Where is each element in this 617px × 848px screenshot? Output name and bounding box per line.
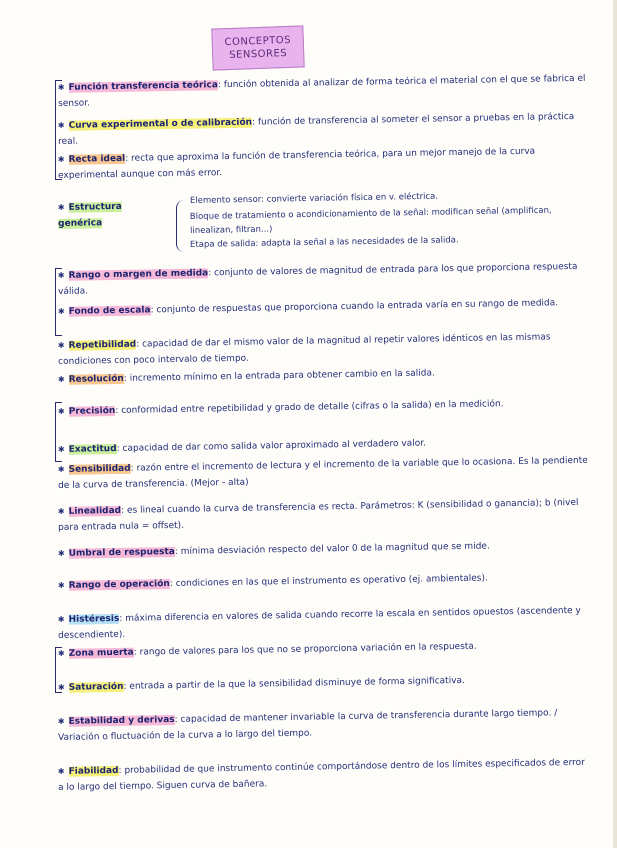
list-item (58, 453, 588, 494)
bullet-icon: ✱ (57, 766, 65, 777)
item-term: Rango de operación (68, 579, 170, 591)
list-item (58, 569, 588, 594)
item-term: Resolución (68, 373, 124, 385)
list-item (58, 495, 588, 536)
item-text: : recta que aproxima la función de transferencia teórica, para un mejor manejo de la curva experimental aunque con más error. (58, 146, 536, 181)
title-box (211, 25, 304, 70)
item-term: Repetibilidad (68, 339, 137, 351)
item-text: : conformidad entre repetibilidad y grado de detalle (cifras o la salida) en la medición. (115, 399, 504, 416)
list-item (58, 259, 588, 300)
item-term: Rango o margen de medida (68, 268, 209, 281)
bullet-icon: ✱ (57, 506, 65, 517)
item-term: Zona muerta (68, 647, 134, 659)
item-text: : mínima desviación respecto del valor 0 de la magnitud que se mide. (174, 541, 490, 557)
page-edge (613, 0, 617, 848)
item-text: : función obtenida al analizar de forma teórica el material con el que se fabrica el sensor. (58, 73, 586, 109)
item-term: Exactitud (68, 443, 117, 455)
bullet-icon: ✱ (57, 682, 65, 692)
item-term: Histéresis (68, 613, 120, 625)
structure-line: Etapa de salida: adapta la señal a las necesidades de la salida. (189, 235, 459, 250)
item-text: : rango de valores para los que no se proporciona variación en la respuesta. (133, 641, 477, 658)
item-text: : máxima diferencia en valores de salida cuando recorre la escala en sentidos opuestos (ascendente y descendiente). (58, 605, 581, 641)
item-text: : conjunto de valores de magnitud de entrada para los que proporciona respuesta válida. (58, 261, 578, 297)
item-term: Fondo de escala (68, 305, 151, 317)
structure-line: Elemento sensor: convierte variación física en v. eléctrica. (189, 191, 439, 206)
item-text: : es lineal cuando la curva de transferencia es recta. Parámetros: K (sensibilidad o ganancia); b (nivel para entrada nula = offset). (58, 497, 579, 533)
item-term: Umbral de respuesta (68, 546, 175, 559)
title-line-1: CONCEPTOS (224, 34, 292, 49)
item-term: Curva experimental o de calibración (68, 117, 253, 131)
bullet-icon: ✱ (57, 464, 65, 475)
bullet-icon: ✱ (57, 716, 65, 727)
bullet-icon: ✱ (57, 82, 65, 93)
list-item (58, 143, 588, 184)
item-term: Estabilidad y derivas (68, 714, 175, 727)
item-text: : capacidad de mantener invariable la curva de transferencia durante largo tiempo. / Variación o fluctuación de la curva a lo largo del tiempo. (58, 708, 558, 743)
bullet-icon: ✱ (57, 202, 65, 213)
bullet-icon: ✱ (57, 548, 65, 558)
item-text: : razón entre el incremento de lectura y el incremento de la variable que lo ocasiona. Es la pendiente de la curva de transferencia. (Mejor - alta) (58, 455, 588, 491)
list-item (58, 395, 588, 420)
list-item (58, 71, 588, 112)
bullet-icon: ✱ (57, 614, 65, 625)
bullet-icon: ✱ (57, 580, 65, 590)
item-term: Precisión (68, 406, 116, 417)
structure-line: Bloque de tratamiento o acondicionamiento de la señal: modifican señal (amplifican, linealizan, filtran...) (189, 205, 552, 236)
item-text: : probabilidad de que instrumento continúe comportándose dentro de los límites especificados de error a lo largo del tiempo. Siguen curva de bañera. (58, 757, 585, 793)
item-term: Linealidad (68, 505, 122, 517)
list-item (58, 537, 588, 562)
list-item (58, 671, 588, 696)
item-term: Recta ideal (68, 153, 126, 165)
item-text: : capacidad de dar el mismo valor de la magnitud al repetir valores idénticos en las mismas condiciones con poco intervalo de tiempo. (58, 332, 551, 367)
item-text: : función de transferencia al someter el sensor a pruebas en la práctica real. (58, 111, 575, 147)
bullet-icon: ✱ (57, 306, 65, 316)
item-term: Función transferencia teórica (68, 80, 218, 93)
item-term: Saturación (68, 681, 124, 693)
bullet-icon: ✱ (57, 270, 65, 281)
bullet-icon: ✱ (57, 444, 65, 454)
list-item (58, 755, 588, 796)
bullet-icon: ✱ (57, 406, 65, 416)
item-term: Sensibilidad (68, 463, 131, 475)
item-text: : incremento mínimo en la entrada para obtener cambio en la salida. (123, 368, 435, 384)
bullet-icon: ✱ (57, 648, 65, 658)
item-text: : condiciones en las que el instrumento es operativo (ej. ambientales). (169, 573, 488, 590)
title-line-2: SENSORES (229, 47, 288, 62)
bullet-icon: ✱ (57, 120, 65, 131)
item-term: Estructura genérica (58, 201, 122, 229)
item-text: : entrada a partir de la que la sensibilidad disminuye de forma significativa. (123, 675, 465, 692)
item-term: Fiabilidad (68, 765, 119, 777)
bullet-icon: ✱ (57, 374, 65, 384)
item-text: : capacidad de dar como salida valor aproximado al verdadero valor. (116, 438, 427, 454)
item-text: : conjunto de respuestas que proporciona cuando la entrada varía en su rango de medida. (150, 298, 559, 316)
bullet-icon: ✱ (57, 154, 65, 165)
bullet-icon: ✱ (57, 340, 65, 351)
list-item (58, 705, 588, 746)
structure-brace (176, 200, 187, 252)
list-item (58, 198, 169, 232)
